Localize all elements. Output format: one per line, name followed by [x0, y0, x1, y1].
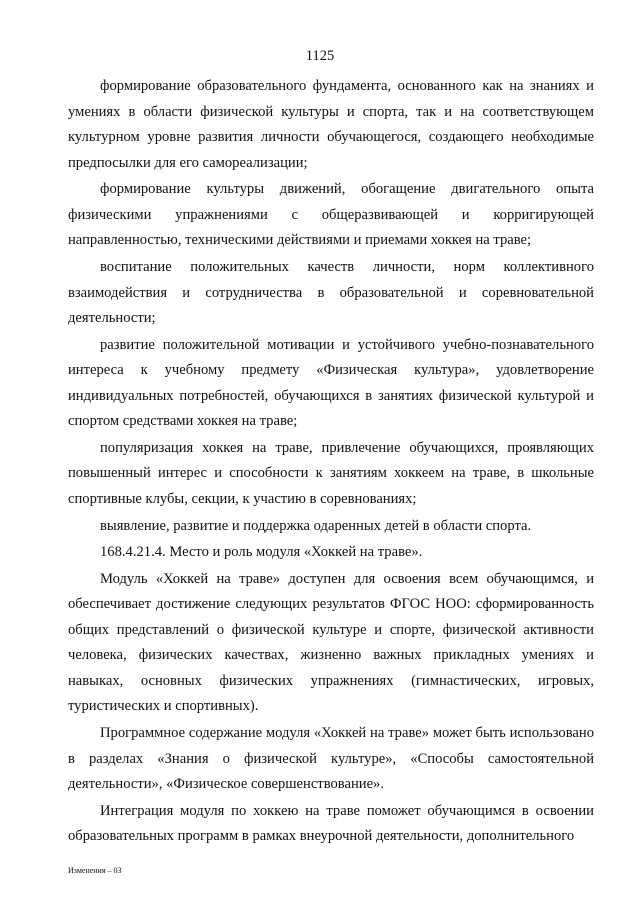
- document-body: [68, 74, 594, 851]
- paragraph-module-results: Модуль «Хоккей на траве» доступен для освоения всем обучающимся, и обеспечивает достижение следующих результатов ФГОС НОО: сформированность общих представлений о физической культуре и спорте, физической активности человека, физических качествах, жизненно важных прикладных умениях и навыках, основных физических упражнениях (гимнастических, игровых, туристических и спортивных).: [68, 570, 594, 715]
- paragraph-goal-movement-culture: формирование культуры движений, обогащение двигательного опыта физическими упражнениями с общеразвивающей и корригирующей направленностью, техническими действиями и приемами хоккея на траве;: [68, 181, 594, 249]
- page-number: 1125: [305, 48, 335, 64]
- paragraph-integration: Интеграция модуля по хоккею на траве поможет обучающимся в освоении образовательных программ в рамках внеурочной деятельности, дополнительного: [68, 802, 594, 845]
- paragraph-program-content: Программное содержание модуля «Хоккей на траве» может быть использовано в разделах «Знания о физической культуре», «Способы самостоятельной деятельности», «Физическое совершенствование».: [68, 724, 594, 793]
- paragraph-goal-talent-support: выявление, развитие и поддержка одаренных детей в области спорта.: [100, 517, 532, 534]
- paragraph-goal-motivation: развитие положительной мотивации и устойчивого учебно-познавательного интереса к учебному предмету «Физическая культура», удовлетворение индивидуальных потребностей, обучающихся в занятиях физической культурой и спортом средствами хоккея на траве;: [68, 336, 594, 430]
- paragraph-goal-foundation: формирование образовательного фундамента, основанного как на знаниях и умениях в области физической культуры и спорта, так и на соответствующем культурном уровне развития личности обучающегося, создающего необходимые предпосылки для его самореализации;: [68, 78, 594, 171]
- paragraph-goal-upbringing: воспитание положительных качеств личности, норм коллективного взаимодействия и сотрудничества в образовательной и соревновательной деятельности;: [68, 258, 594, 327]
- section-heading: 168.4.21.4. Место и роль модуля «Хоккей на траве».: [100, 544, 423, 561]
- paragraph-goal-popularization: популяризация хоккея на траве, привлечение обучающихся, проявляющих повышенный интерес и способности к занятиям хоккеем на траве, в школьные спортивные клубы, секции, к участию в соревнованиях;: [68, 439, 594, 508]
- revision-note: Изменения – 03: [68, 866, 122, 875]
